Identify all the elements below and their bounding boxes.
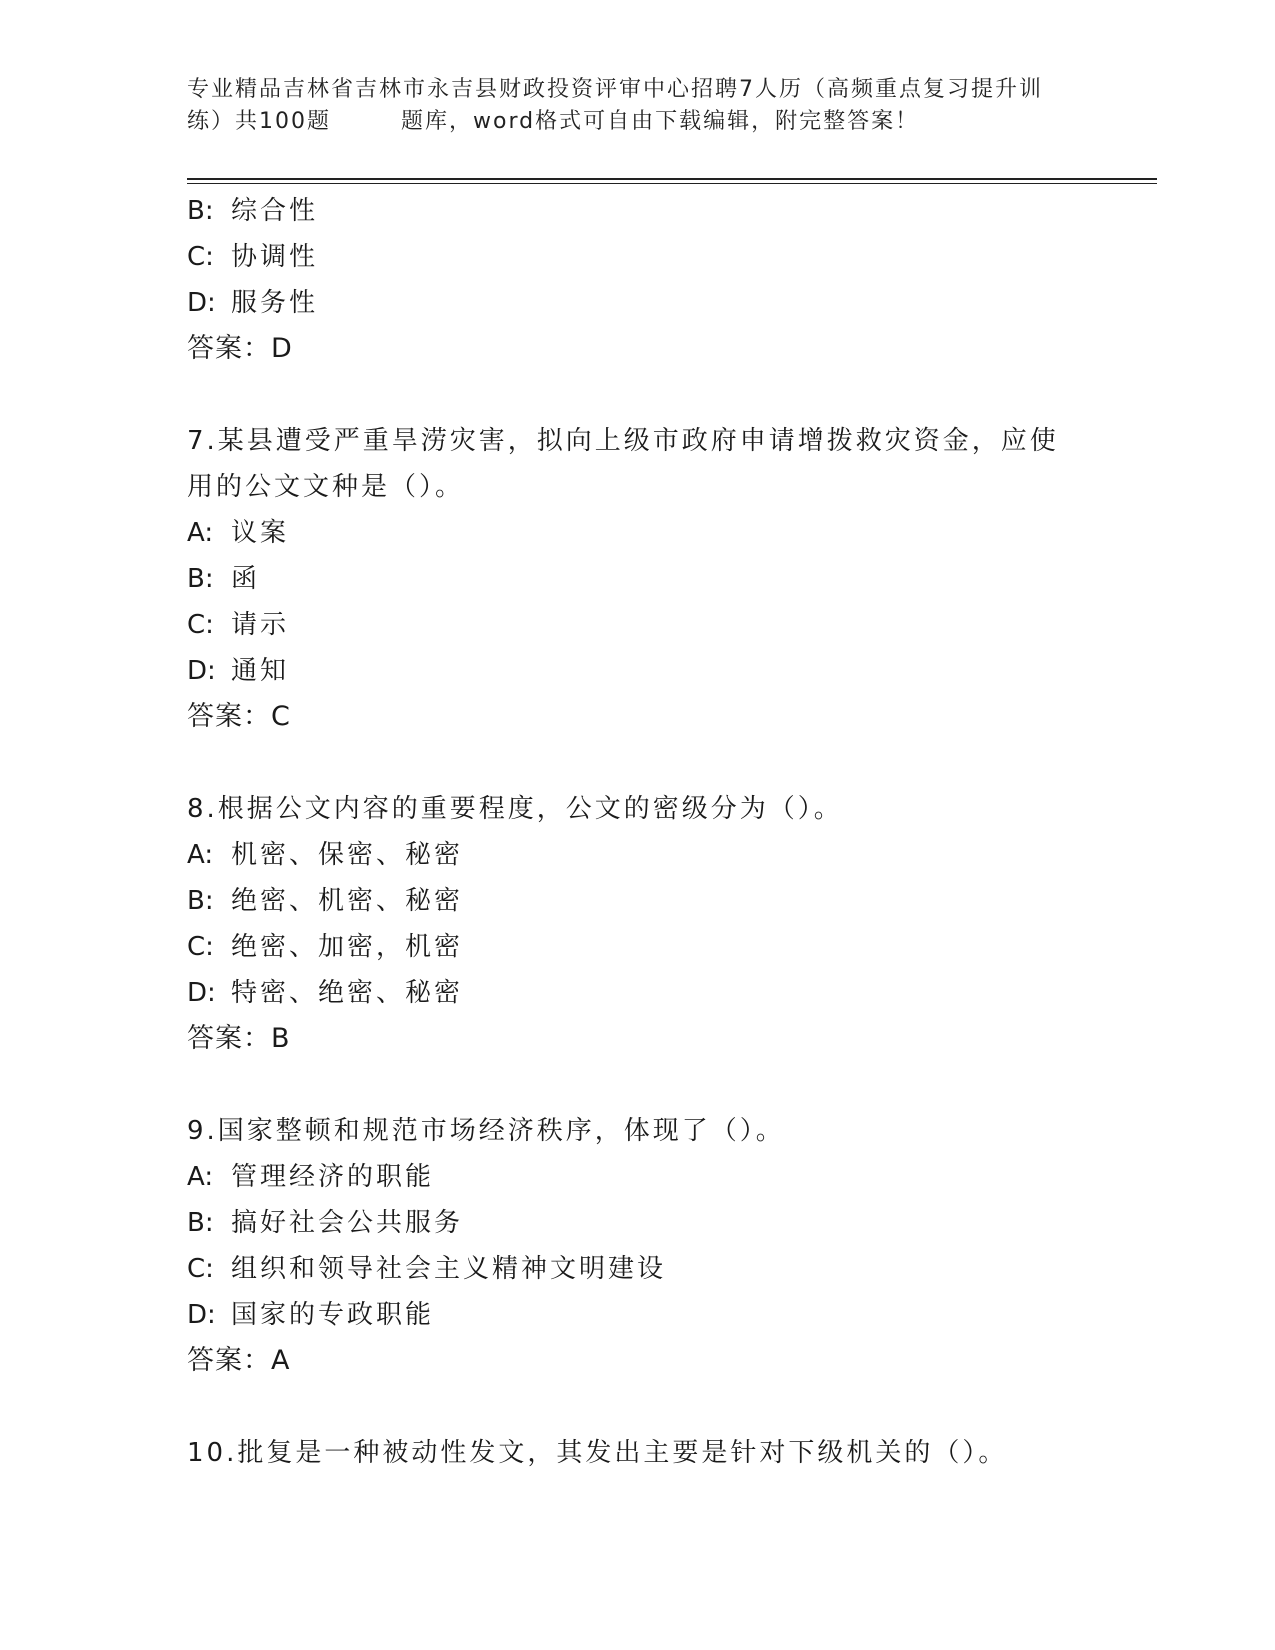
question-6-answer: 答案：D bbox=[187, 333, 293, 364]
question-7-text-line-1: 7.某县遭受严重旱涝灾害，拟向上级市政府申请增拨救灾资金，应使 bbox=[187, 426, 1059, 456]
header-rule-thick bbox=[187, 178, 1157, 180]
question-9-option-a: A: 管理经济的职能 bbox=[187, 1162, 435, 1192]
question-7-text-line-2: 用的公文文种是（）。 bbox=[187, 472, 465, 502]
question-9-option-d: D: 国家的专政职能 bbox=[187, 1300, 435, 1330]
question-9 bbox=[187, 1108, 1087, 1384]
question-7-option-c: C: 请示 bbox=[187, 610, 290, 640]
question-7-answer: 答案：C bbox=[187, 701, 291, 732]
question-9-text: 9.国家整顿和规范市场经济秩序，体现了（）。 bbox=[187, 1116, 785, 1146]
question-7-option-b: B: 函 bbox=[187, 564, 261, 594]
question-8-option-b: B: 绝密、机密、秘密 bbox=[187, 886, 464, 916]
header-line-2 bbox=[187, 106, 1087, 138]
question-8-option-a: A: 机密、保密、秘密 bbox=[187, 840, 464, 870]
question-7-option-d: D: 通知 bbox=[187, 656, 290, 686]
question-8-answer: 答案：B bbox=[187, 1023, 291, 1054]
header-rule-thin bbox=[187, 183, 1157, 184]
question-10 bbox=[187, 1430, 1087, 1476]
question-6 bbox=[187, 188, 1087, 372]
question-10-text: 10.批复是一种被动性发文，其发出主要是针对下级机关的（）。 bbox=[187, 1438, 1008, 1468]
question-9-option-b: B: 搞好社会公共服务 bbox=[187, 1208, 464, 1238]
question-8-option-c: C: 绝密、加密，机密 bbox=[187, 932, 464, 962]
question-6-option-b: B: 综合性 bbox=[187, 196, 319, 226]
question-6-option-d: D: 服务性 bbox=[187, 288, 319, 318]
question-8 bbox=[187, 786, 1087, 1062]
question-8-text: 8.根据公文内容的重要程度，公文的密级分为（）。 bbox=[187, 794, 843, 824]
question-9-answer: 答案：A bbox=[187, 1345, 291, 1376]
question-7 bbox=[187, 418, 1087, 740]
document-header bbox=[187, 74, 1087, 138]
question-6-option-c: C: 协调性 bbox=[187, 242, 319, 272]
header-line-1: 专业精品吉林省吉林市永吉县财政投资评审中心招聘7人历（高频重点复习提升训 bbox=[187, 77, 1043, 102]
question-7-option-a: A: 议案 bbox=[187, 518, 290, 548]
question-9-option-c: C: 组织和领导社会主义精神文明建设 bbox=[187, 1254, 667, 1284]
header-line-2-part-a: 练）共100题 bbox=[187, 109, 331, 134]
question-list bbox=[187, 188, 1087, 1476]
question-8-option-d: D: 特密、绝密、秘密 bbox=[187, 978, 464, 1008]
header-line-2-part-b: 题库，word格式可自由下载编辑，附完整答案！ bbox=[401, 109, 920, 134]
